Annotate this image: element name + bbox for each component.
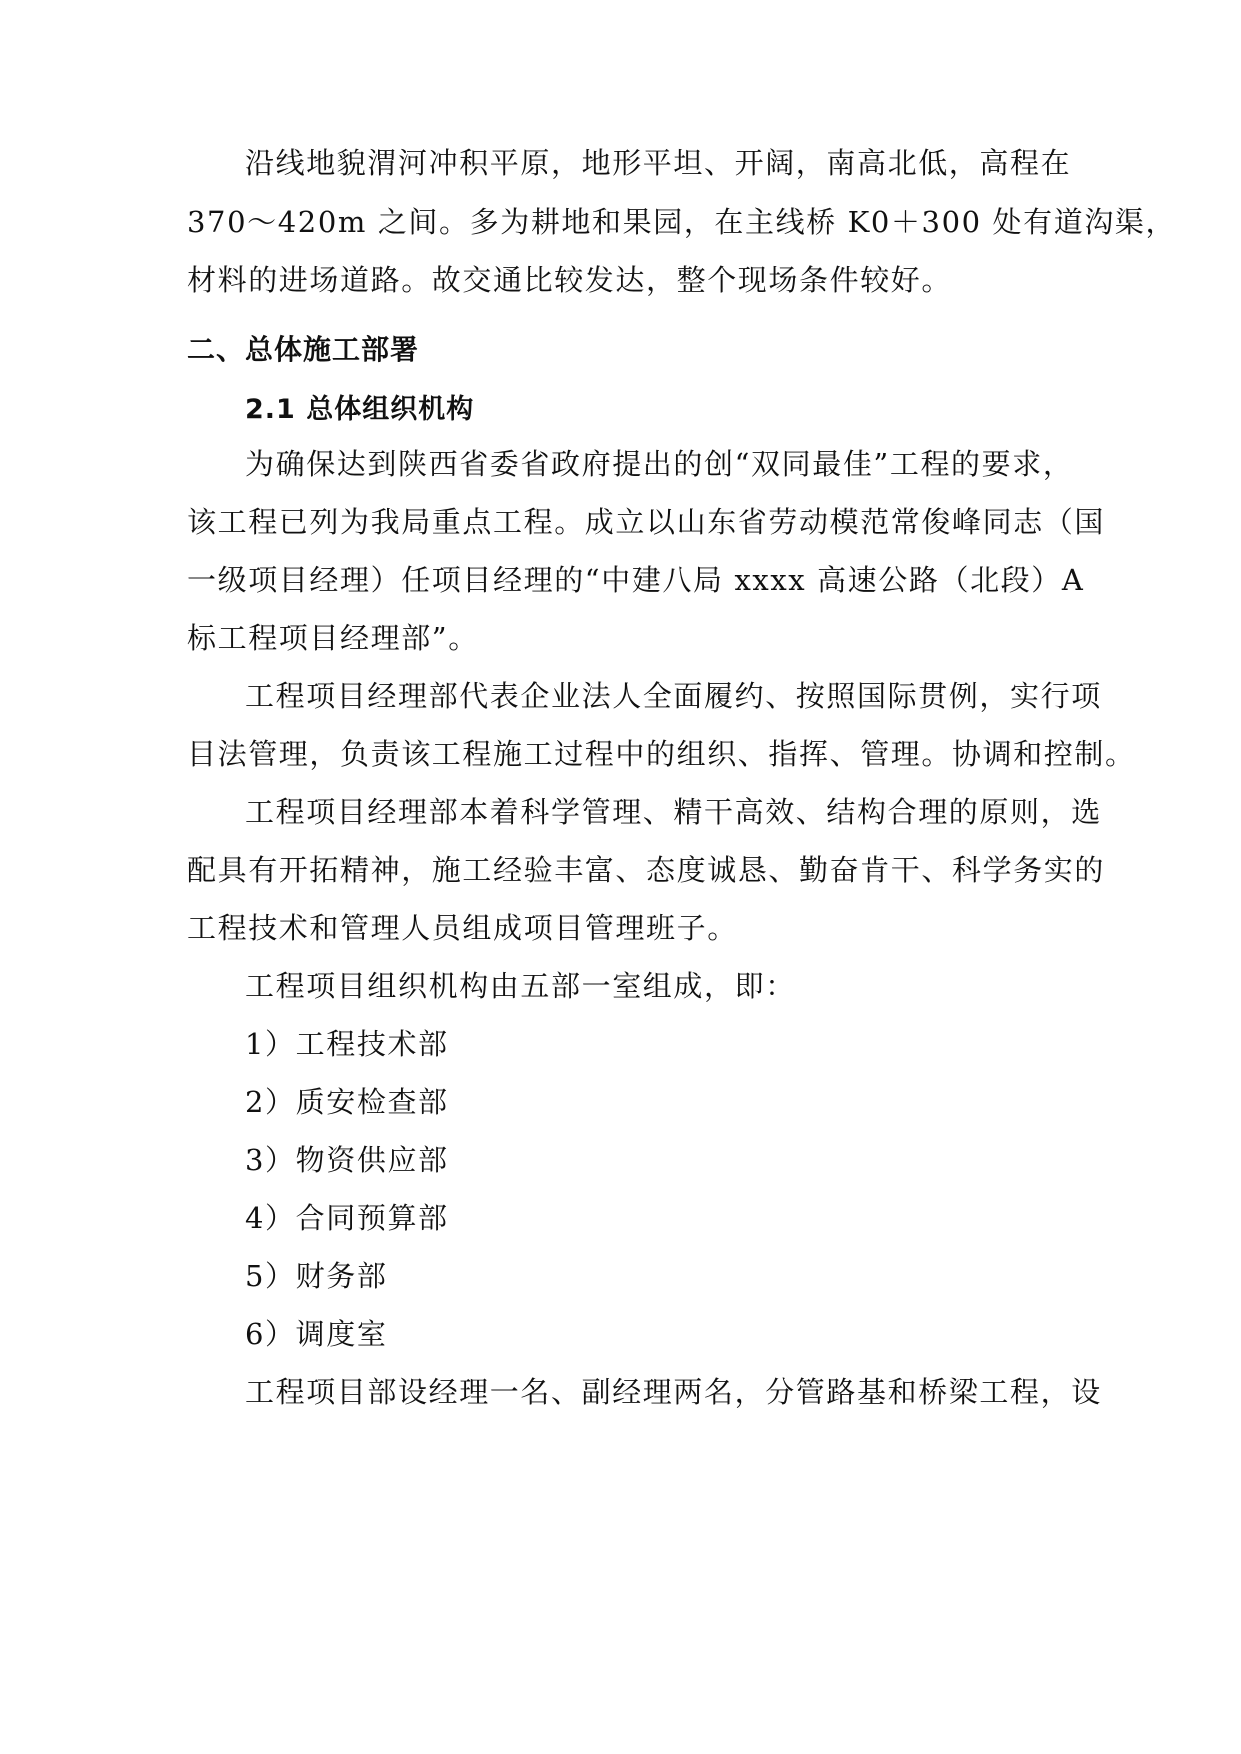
paragraph-6-line-1: 工程项目部设经理一名、副经理两名，分管路基和桥梁工程，设 [245, 1375, 1102, 1409]
paragraph-4-line-3: 工程技术和管理人员组成项目管理班子。 [187, 911, 738, 945]
paragraph-2-line-2: 该工程已列为我局重点工程。成立以山东省劳动模范常俊峰同志（国 [187, 505, 1106, 539]
list-item: 1）工程技术部 [245, 1027, 449, 1061]
paragraph-2-line-4: 标工程项目经理部”。 [187, 621, 479, 655]
list-item: 4）合同预算部 [245, 1201, 449, 1235]
list-item: 2）质安检查部 [245, 1085, 449, 1119]
paragraph-1-line-2: 370～420m 之间。多为耕地和果园，在主线桥 K0＋300 处有道沟渠， [187, 205, 1177, 239]
paragraph-3-line-1: 工程项目经理部代表企业法人全面履约、按照国际贯例，实行项 [245, 679, 1102, 713]
section-heading: 二、总体施工部署 [187, 333, 420, 366]
list-item: 6）调度室 [245, 1317, 388, 1351]
paragraph-4-line-1: 工程项目经理部本着科学管理、精干高效、结构合理的原则，选 [245, 795, 1102, 829]
paragraph-4-line-2: 配具有开拓精神，施工经验丰富、态度诚恳、勤奋肯干、科学务实的 [187, 853, 1106, 887]
paragraph-1-line-3: 材料的进场道路。故交通比较发达，整个现场条件较好。 [187, 263, 953, 297]
list-item: 3）物资供应部 [245, 1143, 449, 1177]
paragraph-2-line-3: 一级项目经理）任项目经理的“中建八局 xxxx 高速公路（北段）A [187, 563, 1085, 597]
paragraph-3-line-2: 目法管理，负责该工程施工过程中的组织、指挥、管理。协调和控制。 [187, 737, 1136, 771]
paragraph-1-line-1: 沿线地貌渭河冲积平原，地形平坦、开阔，南高北低，高程在 [245, 146, 1072, 180]
subsection-heading: 2.1 总体组织机构 [245, 394, 475, 425]
list-item: 5）财务部 [245, 1259, 388, 1293]
paragraph-5: 工程项目组织机构由五部一室组成，即： [245, 969, 796, 1003]
paragraph-2-line-1: 为确保达到陕西省委省政府提出的创“双同最佳”工程的要求， [245, 447, 1074, 481]
